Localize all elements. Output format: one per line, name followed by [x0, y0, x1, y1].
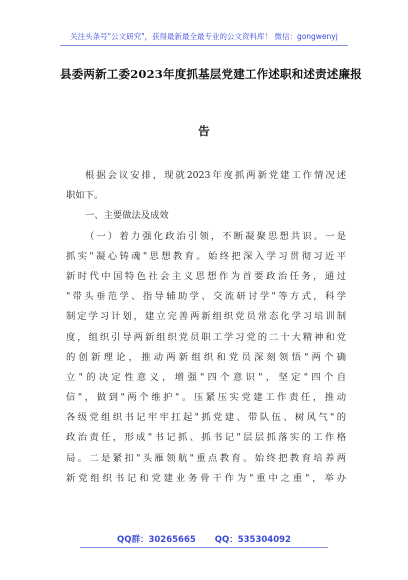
body-text-line: 新党组织书记和党建业务骨干作为"重中之重"，举办: [66, 472, 346, 484]
body-text-line: 一、主要做法及成效: [85, 210, 169, 222]
body-text-line: 职如下。: [66, 190, 104, 202]
document-title: 县委两新工委2023年度抓基层党建工作述职和述责述廉报: [60, 67, 362, 81]
body-text-line: 制定学习计划，建立完善两新组织党员常态化学习培训制: [66, 311, 346, 323]
header-promo-text: 关注头条号"公文研究"，获得最新最全最专业的公文资料库！ 微信：gongwenyj: [70, 32, 338, 41]
footer-divider: [80, 547, 328, 548]
document-body: [66, 166, 346, 489]
header-divider: [60, 45, 348, 46]
body-text-line: 局。二是紧扣"头雁领航"重点教育。始终把教育培养两: [66, 452, 346, 464]
body-text-line: 抓实"凝心铸魂"思想教育。始终把深入学习贯彻习近平: [66, 250, 346, 262]
footer-qq: QQ：535304092: [214, 535, 291, 545]
footer-contact: [0, 533, 408, 545]
body-text-line: "带头垂范学、指导辅助学、交流研讨学"等方式，科学: [66, 291, 346, 303]
footer-qq-group: QQ群：30265665: [117, 535, 196, 545]
body-text-line: 的创新理论，推动两新组织和党员深刻领悟"两个确: [66, 351, 346, 363]
body-text-line: 信"，做到"两个维护"。压紧压实党建工作责任，推动: [66, 392, 346, 404]
document-title-continuation: 告: [198, 124, 210, 138]
body-text-line: 各级党组织书记牢牢扛起"抓党建、带队伍、树风气"的: [66, 412, 346, 424]
body-text-line: 根据会议安排，现就2023年度抓两新党建工作情况述: [85, 170, 346, 181]
body-text-line: 立"的决定性意义，增强"四个意识"，坚定"四个自: [66, 371, 346, 383]
body-text-line: 政治责任，形成"书记抓、抓书记"层层抓落实的工作格: [66, 432, 346, 444]
body-text-line: （一）着力强化政治引领，不断凝聚思想共识。一是: [85, 230, 346, 242]
body-text-line: 度，组织引导两新组织党员职工学习党的二十大精神和党: [66, 331, 346, 343]
body-text-line: 新时代中国特色社会主义思想作为首要政治任务，通过: [66, 270, 346, 282]
